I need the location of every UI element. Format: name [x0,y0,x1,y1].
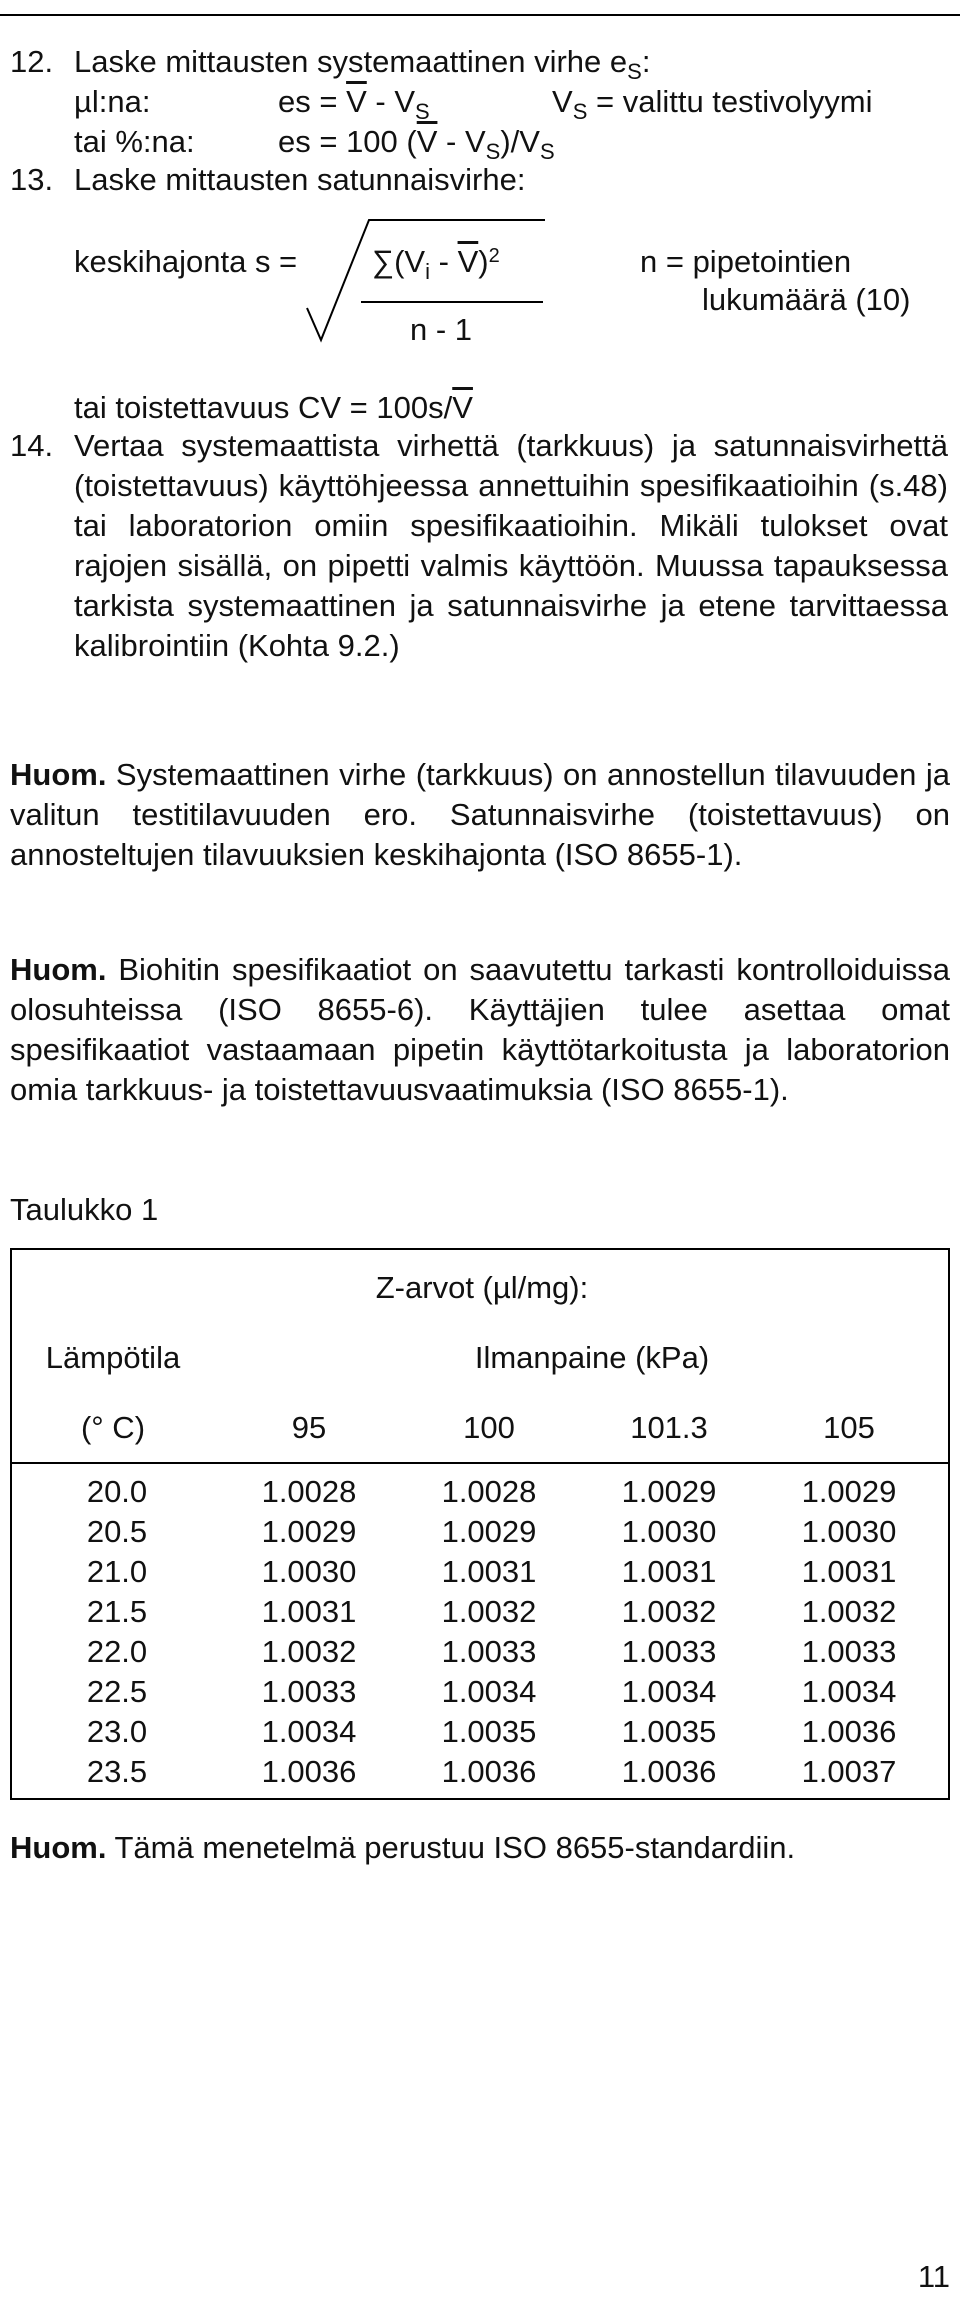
pct-label: tai %:na: [74,124,195,159]
ul-formula: es = $\overline{V} - V_S$ [278,84,430,124]
table-cell: 1.0035 [621,1714,717,1749]
temperature-column [42,1472,192,1792]
pressure-header: 105 [823,1410,875,1445]
item-14-text: Vertaa systemaattista virhettä (tarkkuus) ja satunnaisvirhettä (toistettavuus) käyttöhjeessa annettuihin spesifikaatioihin (s.48) tai laboratorion omiin spesifikaatioihin. Mikäli tulokset ovat rajojen sisällä, on pipetti valmis käyttöön. Muussa tapauksessa tarkista systemaattinen ja satunnaisvirhe ja etene tarvittaessa kalibrointiin (Kohta 9.2.) [74,428,948,663]
table-cell: 1.0029 [621,1474,717,1509]
table-cell: 21.0 [86,1554,148,1589]
n-definition-2: lukumäärä (10) [702,282,911,317]
z-column-95 [234,1472,384,1792]
page-number: 11 [917,2259,950,2294]
table-cell: 1.0030 [621,1514,717,1549]
item-13-heading: Laske mittausten satunnaisvirhe: [74,162,526,197]
table-cell: 1.0034 [621,1674,717,1709]
pct-formula: es = 100 $(\overline{V} - V_S)/V_S$ [278,124,555,164]
table-separator [12,1462,948,1464]
pressure-header: 100 [463,1410,515,1445]
note-2: Huom. Biohitin spesifikaatiot on saavutettu tarkasti kontrolloiduissa olosuhteissa (ISO 8655-6). Käyttäjien tulee asettaa omat spesifikaatiot vastaamaan pipetin käyttötarkoitusta ja laboratorion omia tarkkuus- ja toistettavuusvaatimuksia (ISO 8655-1). [10,952,950,1107]
table-cell: 1.0032 [441,1594,537,1629]
table-cell: 23.0 [86,1714,148,1749]
table-cell: 1.0031 [261,1594,357,1629]
ul-label: µl:na: [74,84,151,119]
table-cell: 1.0033 [441,1634,537,1669]
table-cell: 1.0034 [801,1674,897,1709]
row-header: Lämpötila [45,1340,181,1375]
table-cell: 1.0032 [621,1594,717,1629]
table-cell: 1.0028 [441,1474,537,1509]
table-cell: 1.0033 [801,1634,897,1669]
table-cell: 1.0032 [261,1634,357,1669]
column-group-header: Ilmanpaine (kPa) [474,1340,710,1375]
item-number-14: 14. [10,428,54,463]
z-values-table [10,1248,950,1800]
pressure-header: 95 [291,1410,327,1445]
vs-definition: $V_S$ = valittu testivolyymi [552,84,873,124]
table-cell: 1.0036 [801,1714,897,1749]
table-cell: 20.5 [86,1514,148,1549]
sd-denominator: n - 1 [410,312,473,347]
sd-numerator: $\sum(V_i - \overline{V})^2$ [372,244,500,284]
table-cell: 1.0029 [261,1514,357,1549]
table-cell: 1.0030 [801,1514,897,1549]
table-caption: Taulukko 1 [10,1192,159,1227]
pressure-header: 101.3 [630,1410,708,1445]
table-cell: 1.0028 [261,1474,357,1509]
table-cell: 1.0031 [441,1554,537,1589]
table-cell: 1.0031 [801,1554,897,1589]
table-cell: 1.0036 [261,1754,357,1789]
table-title: Z-arvot (µl/mg): [375,1270,589,1305]
table-cell: 1.0034 [441,1674,537,1709]
table-cell: 22.5 [86,1674,148,1709]
table-cell: 1.0037 [801,1754,897,1789]
table-cell: 1.0031 [621,1554,717,1589]
table-cell: 20.0 [86,1474,148,1509]
top-rule [0,14,960,16]
table-cell: 1.0035 [441,1714,537,1749]
z-column-101-3 [594,1472,744,1792]
z-column-100 [414,1472,564,1792]
z-column-105 [774,1472,924,1792]
table-cell: 22.0 [86,1634,148,1669]
table-cell: 1.0036 [621,1754,717,1789]
table-cell: 1.0032 [801,1594,897,1629]
table-cell: 1.0029 [801,1474,897,1509]
item-number-12: 12. [10,44,54,79]
cv-formula: tai toistettavuus CV = $100s/\overline{V}$ [74,390,473,425]
item-number-13: 13. [10,162,54,197]
unit-header: (° C) [80,1410,146,1445]
item-12-heading: Laske mittausten systemaattinen virhe $e_S$: [74,44,651,84]
table-cell: 1.0036 [441,1754,537,1789]
sd-label: keskihajonta s = [74,244,298,279]
table-cell: 21.5 [86,1594,148,1629]
n-definition-1: n = pipetointien [640,244,852,279]
footer-note: Huom. Tämä menetelmä perustuu ISO 8655-standardiin. [10,1830,796,1865]
table-cell: 1.0033 [621,1634,717,1669]
table-cell: 1.0033 [261,1674,357,1709]
table-cell: 1.0034 [261,1714,357,1749]
table-cell: 1.0029 [441,1514,537,1549]
table-cell: 23.5 [86,1754,148,1789]
table-cell: 1.0030 [261,1554,357,1589]
note-1: Huom. Systemaattinen virhe (tarkkuus) on annostellun tilavuuden ja valitun testitilavuuden ero. Satunnaisvirhe (toistettavuus) on annosteltujen tilavuuksien keskihajonta (ISO 8655-1). [10,757,950,872]
